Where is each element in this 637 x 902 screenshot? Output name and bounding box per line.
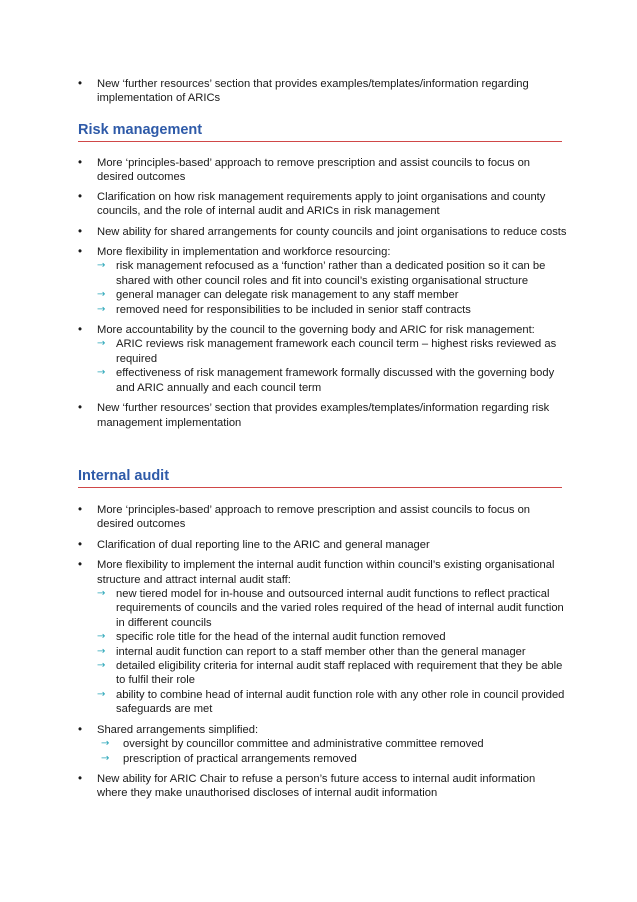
arrow-icon: → [97, 289, 106, 301]
internal-audit-list [78, 503, 568, 801]
arrow-icon: → [97, 260, 106, 272]
sub-list-item: → ability to combine head of internal audit function role with any other role in council provided safeguards are met [97, 688, 565, 716]
arrow-icon: → [97, 338, 106, 350]
sub-list-item: → specific role title for the head of the internal audit function removed [97, 631, 446, 644]
risk-management-heading: Risk management [78, 121, 562, 142]
arrow-icon: → [97, 367, 106, 379]
sub-list-item: → removed need for responsibilities to be included in senior staff contracts [97, 303, 471, 316]
arrow-icon: → [97, 645, 106, 657]
list-item: • New ‘further resources’ section that provides examples/templates/information regarding implementation of ARICs [78, 77, 568, 106]
arrow-icon: → [101, 738, 110, 750]
sub-list-item: → prescription of practical arrangements removed [101, 752, 357, 765]
list-item: • Clarification on how risk management requirements apply to joint organisations and county councils, and the role of internal audit and ARICs in risk management [78, 190, 568, 219]
list-item: • More accountability by the council to the governing body and ARIC for risk management: → ARIC reviews risk management framework each council term – highest risks reviewed as required → effectiveness of risk management framework formally discussed with the governing body and ARIC annually and each council term [78, 323, 568, 395]
sub-list-item: → effectiveness of risk management framework formally discussed with the governing body and ARIC annually and each council term [97, 367, 555, 394]
list-item: • More flexibility in implementation and workforce resourcing: → risk management refocused as a ‘function’ rather than a dedicated position so it can be shared with other council roles and fit into council’s existing organisational structure → general manager can delegate risk management to any staff member → removed need for responsibilities to be included in senior staff contracts [78, 245, 568, 317]
list-item: • More ‘principles-based’ approach to remove prescription and assist councils to focus on desired outcomes [78, 156, 568, 185]
arrow-icon: → [97, 303, 106, 315]
sub-list-item: → ARIC reviews risk management framework each council term – highest risks reviewed as required [97, 338, 557, 365]
sub-list-item: → detailed eligibility criteria for internal audit staff replaced with requirement that they be able to fulfil their role [97, 660, 563, 687]
list-item: • Clarification of dual reporting line to the ARIC and general manager [78, 538, 568, 552]
arrow-icon: → [97, 588, 106, 600]
internal-audit-heading: Internal audit [78, 467, 562, 488]
arrow-icon: → [97, 660, 106, 672]
list-item: • Shared arrangements simplified: → oversight by councillor committee and administrative committee removed → prescription of practical arrangements removed [78, 723, 568, 766]
sub-list-item: → internal audit function can report to a staff member other than the general manager [97, 645, 526, 658]
sub-list-item: → general manager can delegate risk management to any staff member [97, 289, 459, 302]
arrow-icon: → [97, 688, 106, 700]
sub-list-item: → risk management refocused as a ‘function’ rather than a dedicated position so it can be shared with other council roles and fit into council’s existing organisational structure [97, 260, 546, 287]
list-item: • New ‘further resources’ section that provides examples/templates/information regarding risk management implementation [78, 401, 568, 430]
list-item: • More ‘principles-based’ approach to remove prescription and assist councils to focus on desired outcomes [78, 503, 568, 532]
sub-list-item: → new tiered model for in-house and outsourced internal audit functions to reflect practical requirements of councils and the varied roles required of the head of internal audit function in different councils [97, 588, 564, 629]
sub-list-item: → oversight by councillor committee and administrative committee removed [101, 738, 484, 751]
intro-list [78, 77, 568, 106]
list-item: • New ability for shared arrangements for county councils and joint organisations to reduce costs [78, 225, 568, 239]
list-item: • More flexibility to implement the internal audit function within council’s existing organisational structure and attract internal audit staff: → new tiered model for in-house and outsourced internal audit functions to reflect practical requirements of councils and the varied roles required of the head of internal audit function in different councils → specific role title for the head of the internal audit function removed → internal audit function can report to a staff member other than the general manager → detailed eligibility criteria for internal audit staff replaced with requirement that they be able to fulfil their role → ability to combine head of internal audit function role with any other role in council provided safeguards are met [78, 558, 568, 716]
arrow-icon: → [101, 752, 110, 764]
arrow-icon: → [97, 631, 106, 643]
list-item: • New ability for ARIC Chair to refuse a person’s future access to internal audit information where they make unauthorised discloses of internal audit information [78, 772, 568, 801]
risk-management-list [78, 156, 568, 430]
